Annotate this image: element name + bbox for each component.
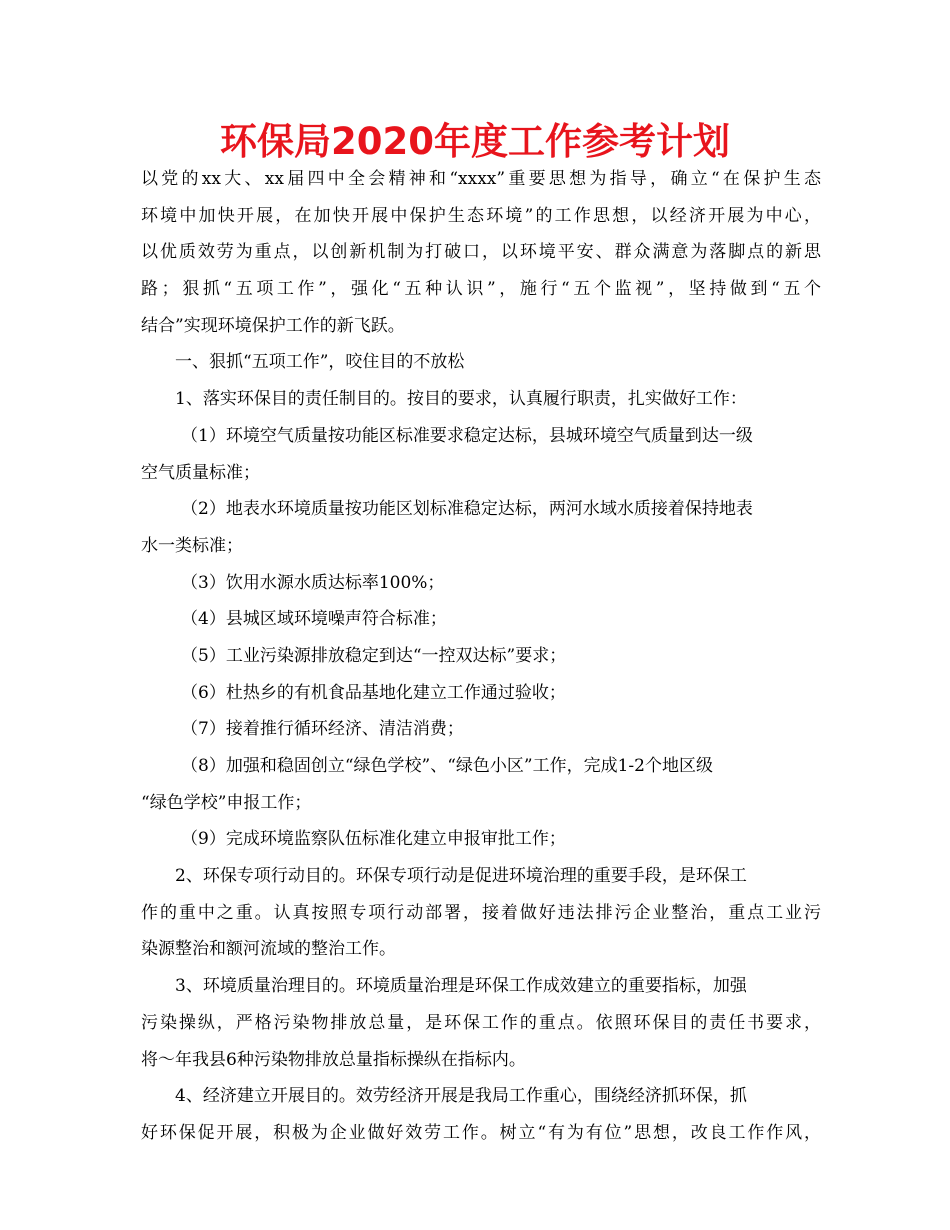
paragraph-line: 水一类标准； [141, 535, 243, 556]
paragraph-line: （1）环境空气质量按功能区标准要求稳定达标，县城环境空气质量到达一级 [181, 425, 753, 446]
paragraph-line: （5）工业污染源排放稳定到达“一控双达标”要求； [181, 645, 567, 666]
paragraph-line: （9）完成环境监察队伍标准化建立申报审批工作； [181, 829, 566, 850]
paragraph-line: 将～年我县6种污染物排放总量指标操纵在指标内。 [141, 1049, 526, 1070]
paragraph-line: （4）县城区域环境噪声符合标准； [181, 609, 447, 630]
paragraph-line: 4、经济建立开展目的。效劳经济开展是我局工作重心，围绕经济抓环保，抓 [175, 1086, 747, 1107]
paragraph-line: 路；狠抓“五项工作”，强化“五种认识”，施行“五个监视”，坚持做到“五个 [141, 279, 821, 300]
paragraph-line: （8）加强和稳固创立“绿色学校”、“绿色小区”工作，完成1-2个地区级 [181, 756, 713, 776]
paragraph-line: 好环保促开展，积极为企业做好效劳工作。树立“有为有位”思想，改良工作作风， [141, 1122, 821, 1143]
paragraph-line: （2）地表水环境质量按功能区划标准稳定达标，两河水域水质接着保持地表 [181, 499, 753, 520]
paragraph-line: （3）饮用水源水质达标率100%； [181, 572, 445, 593]
paragraph-line: 结合”实现环境保护工作的新飞跃。 [141, 315, 405, 336]
paragraph-line: 污染操纵，严格污染物排放总量，是环保工作的重点。依照环保目的责任书要求， [141, 1012, 821, 1033]
paragraph-line: （6）杜热乡的有机食品基地化建立工作通过验收； [181, 682, 566, 703]
paragraph-line: 空气质量标准； [141, 462, 260, 483]
document-body [141, 161, 821, 1152]
paragraph-line: 3、环境质量治理目的。环境质量治理是环保工作成效建立的重要指标，加强 [175, 976, 747, 997]
paragraph-line: 以党的xx大、xx届四中全会精神和“xxxx”重要思想为指导，确立“在保护生态 [141, 169, 821, 189]
document-title: 环保局2020年度工作参考计划 [220, 120, 730, 163]
paragraph-line: 以优质效劳为重点，以创新机制为打破口，以环境平安、群众满意为落脚点的新思 [141, 242, 821, 263]
paragraph-line: 2、环保专项行动目的。环保专项行动是促进环境治理的重要手段，是环保工 [175, 866, 747, 887]
paragraph-line: （7）接着推行循环经济、清洁消费； [181, 719, 464, 740]
paragraph-line: “绿色学校”申报工作； [141, 792, 312, 813]
paragraph-line: 染源整治和额河流域的整治工作。 [141, 939, 396, 960]
paragraph-line: 一、狠抓“五项工作”，咬住目的不放松 [175, 352, 465, 373]
paragraph-line: 作的重中之重。认真按照专项行动部署，接着做好违法排污企业整治，重点工业污 [141, 902, 821, 923]
paragraph-line: 环境中加快开展，在加快开展中保护生态环境”的工作思想，以经济开展为中心， [141, 205, 821, 226]
paragraph-line: 1、落实环保目的责任制目的。按目的要求，认真履行职责，扎实做好工作： [175, 389, 747, 410]
